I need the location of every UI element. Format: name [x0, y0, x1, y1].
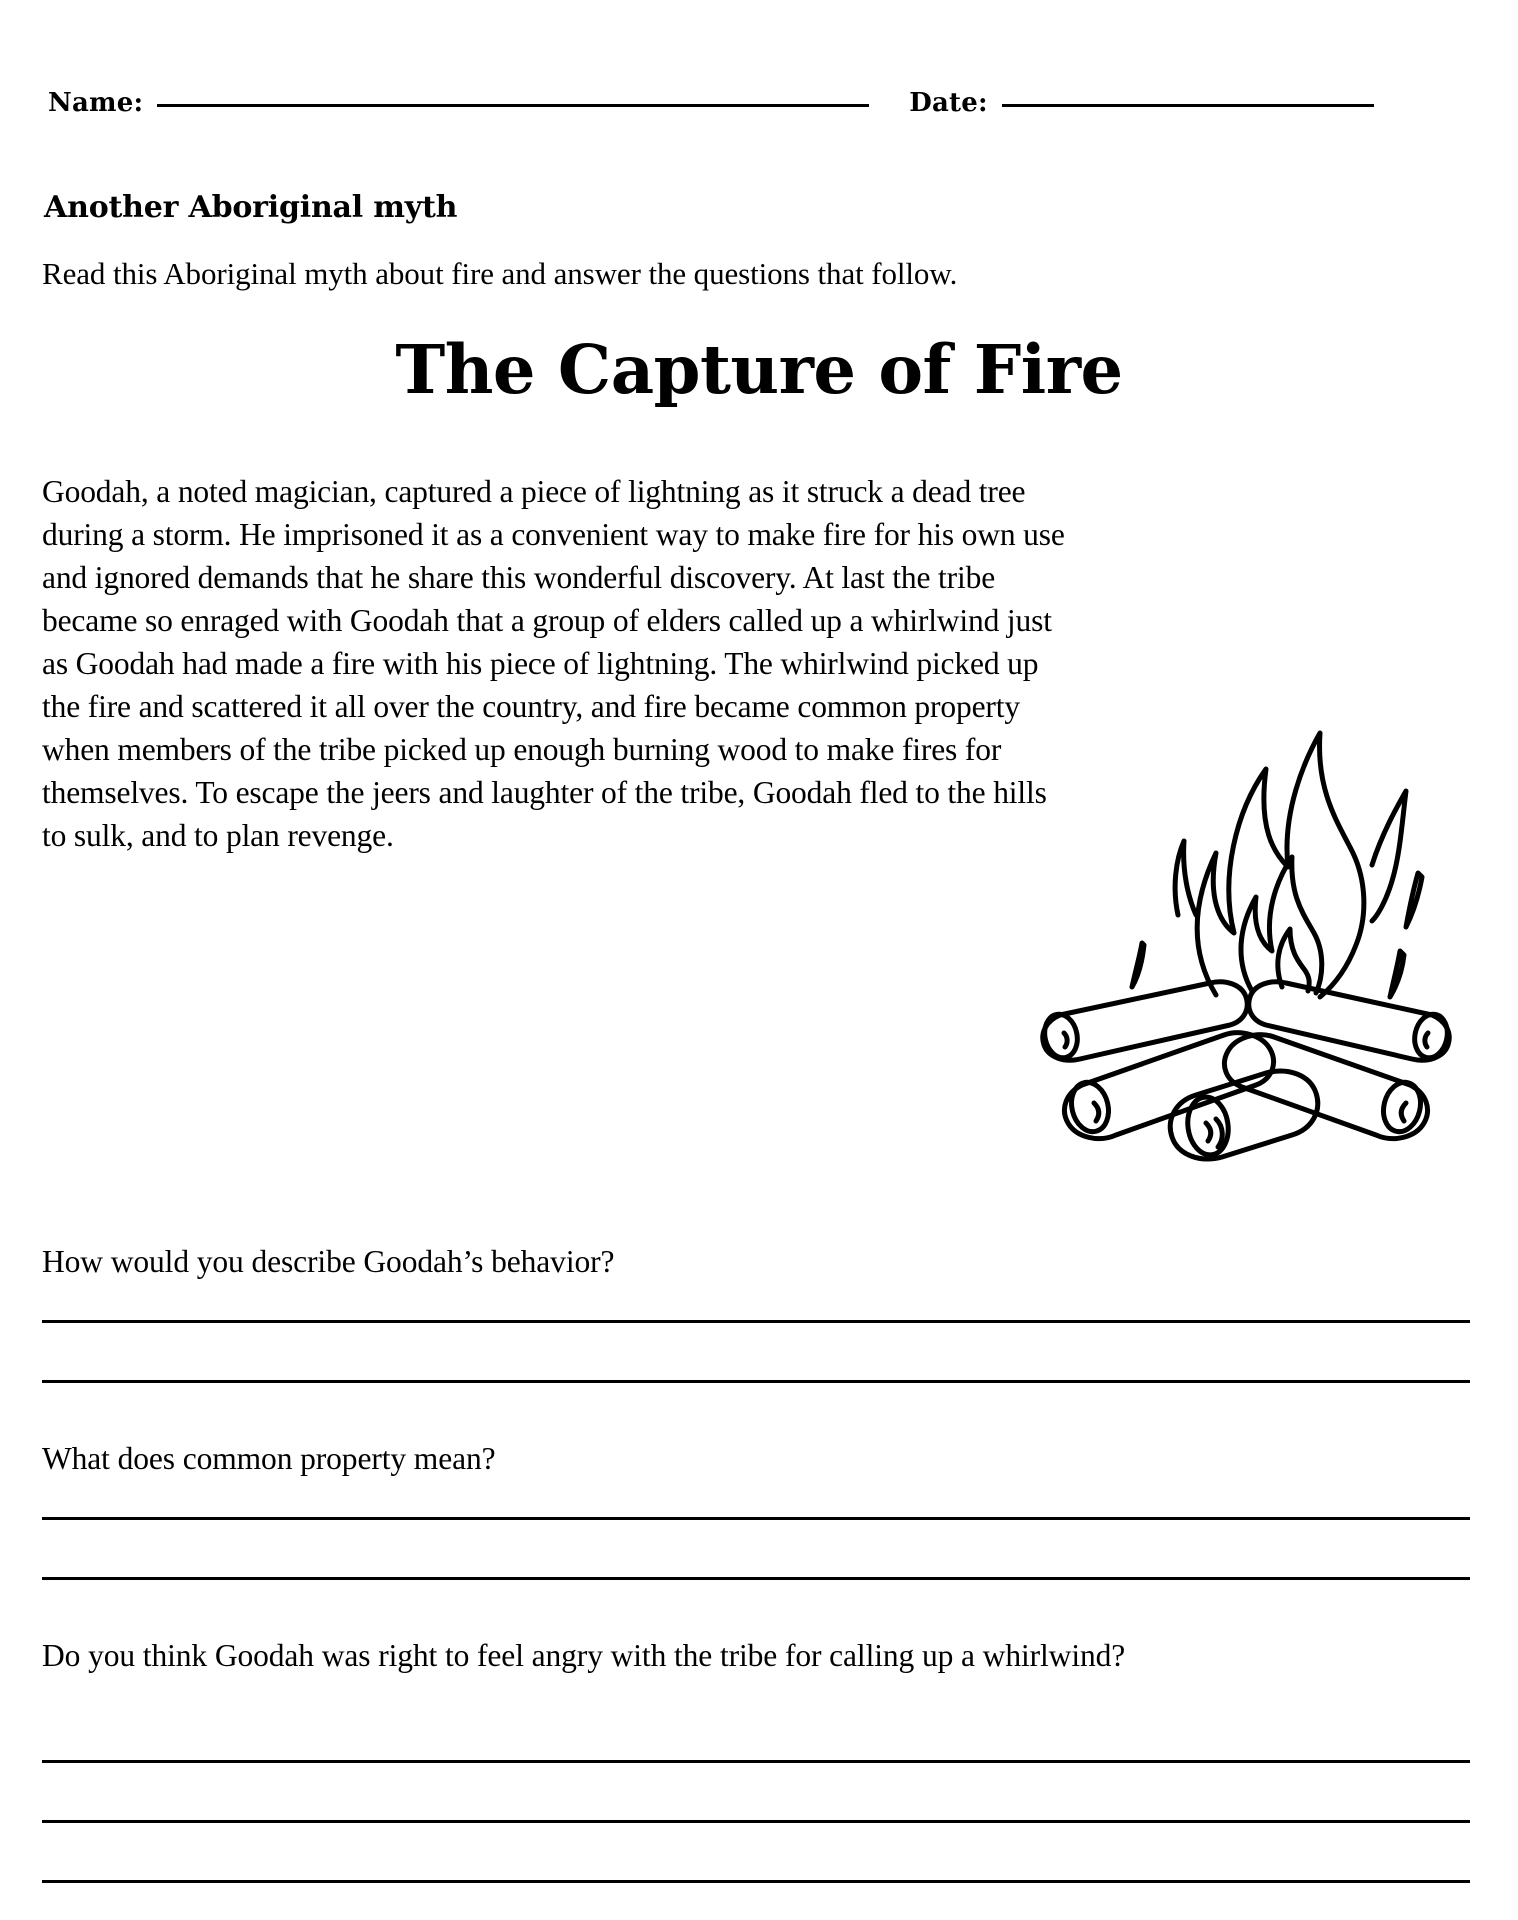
section-heading: Another Aboriginal myth	[44, 190, 458, 225]
answer-line-1-2[interactable]	[42, 1380, 1470, 1383]
question-2: What does common property mean?	[42, 1441, 496, 1476]
worksheet-header	[48, 88, 1470, 132]
name-input-line[interactable]	[157, 104, 869, 107]
answer-line-3-3[interactable]	[42, 1880, 1470, 1883]
name-label: Name:	[48, 88, 144, 118]
answer-line-2-2[interactable]	[42, 1577, 1470, 1580]
question-3: Do you think Goodah was right to feel angry with the tribe for calling up a whirlwind?	[42, 1638, 1126, 1673]
answer-line-3-1[interactable]	[42, 1760, 1470, 1763]
answer-line-3-2[interactable]	[42, 1820, 1470, 1823]
question-1: How would you describe Goodah’s behavior?	[42, 1244, 615, 1279]
campfire-icon	[1020, 615, 1470, 1175]
story-paragraph: Goodah, a noted magician, captured a piece of lightning as it struck a dead tree during a storm. He imprisoned it as a convenient way to make fire for his own use and ignored demands that he share this wonderful discovery. At last the tribe became so enraged with Goodah that a group of elders called up a whirlwind just as Goodah had made a fire with his piece of lightning. The whirlwind picked up the fire and scattered it all over the country, and fire became common property when members of the tribe picked up enough burning wood to make fires for themselves. To escape the jeers and laughter of the tribe, Goodah fled to the hills to sulk, and to plan revenge.	[42, 474, 1065, 853]
date-label: Date:	[909, 88, 988, 118]
answer-line-2-1[interactable]	[42, 1517, 1470, 1520]
instructions-text: Read this Aboriginal myth about fire and answer the questions that follow.	[42, 256, 958, 291]
answer-line-1-1[interactable]	[42, 1320, 1470, 1323]
story-passage	[42, 470, 1072, 857]
page-title: The Capture of Fire	[395, 330, 1123, 409]
date-input-line[interactable]	[1002, 104, 1374, 107]
